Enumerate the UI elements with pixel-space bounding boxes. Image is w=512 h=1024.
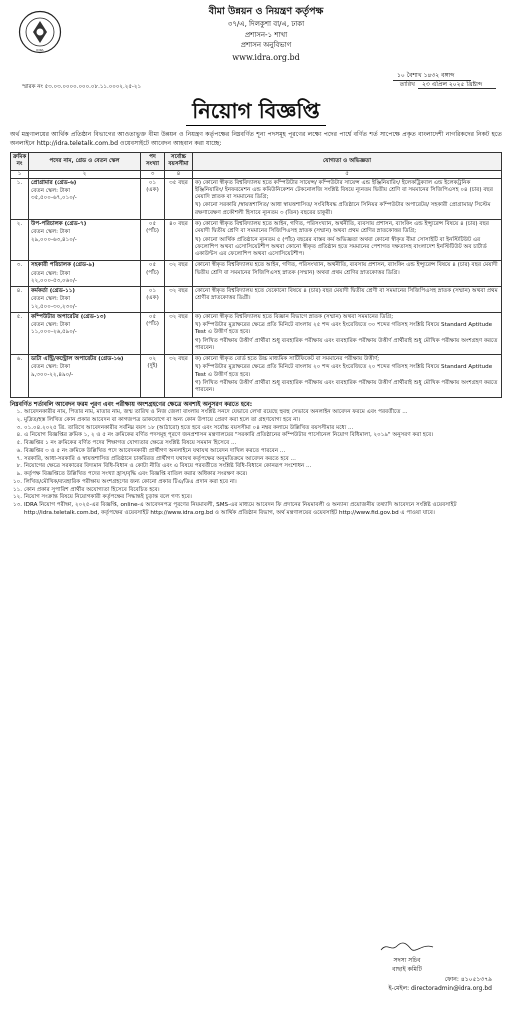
post-name: সহকারী পরিচালক (গ্রেড-৯) — [31, 262, 95, 269]
notice-title: নিয়োগ বিজ্ঞপ্তি — [186, 98, 326, 126]
row-qualification — [193, 312, 502, 354]
signature-mark — [377, 940, 437, 954]
row-qualification — [193, 355, 502, 397]
contact-email[interactable]: ই-মেইল: directoradmin@idra.org.bd — [388, 984, 492, 992]
row-age-limit: ৩২ বছর — [165, 312, 193, 354]
row-post-cell — [29, 287, 141, 313]
row-post-cell — [29, 178, 141, 219]
post-name: কম্পিউটার অপারেটর (গ্রেড-১৩) — [31, 313, 106, 320]
condition-number: ১৩. — [12, 502, 22, 509]
column-number: ৪ — [165, 170, 193, 178]
condition-item — [10, 409, 502, 416]
idra-logo — [18, 10, 62, 54]
signature-block — [322, 940, 492, 993]
condition-item — [10, 432, 502, 439]
pay-scale: ২৯,০০০-৬৩,৪১০/- — [31, 236, 77, 243]
qualification-item: খ) কোনো সরকারি /স্বায়ত্তশাসিত/ আধা স্বায়ত্তশাসিত/ সংবিধিবদ্ধ প্রতিষ্ঠানে সিনিয়র কম্পিউটার অপারেটর/ সহকারী প্রোগ্রামার/ সিস্টেম রক্ষণাবেক্ষণ প্রকৌশলী হিসাবে ন্যূনতম ৩ (তিন) বছরের চাকুরী। — [195, 202, 491, 216]
col-header-count: পদ সংখ্যা — [141, 152, 165, 170]
pay-label: বেতন স্কেল: টাকা — [31, 270, 71, 277]
column-number: ১ — [11, 170, 29, 178]
qualification-item: কোনো স্বীকৃত বিশ্ববিদ্যালয় হতে যেকোনো বিষয়ে ৪ (চার) বছর মেয়াদী দ্বিতীয় শ্রেণী বা সমমানের সিজিপিএসহ স্নাতক (সম্মান) অথবা প্রথম শ্রেণীর স্নাতকোত্তর ডিগ্রী। — [195, 288, 498, 302]
division-name: প্রশাসন অনুবিভাগ — [240, 41, 292, 50]
row-age-limit: ৩২ বছর — [165, 261, 193, 287]
notice-title-wrap — [10, 98, 502, 126]
memo-number: স্মারক নং ৫৩.০৩.০০০০.০০০.০৮.১১.০০০২.২৫-২১ — [22, 84, 142, 90]
condition-number: ৩. — [16, 424, 22, 431]
row-age-limit: ৩২ বছর — [165, 287, 193, 313]
row-post-count: ০৫ (পাঁচ) — [141, 312, 165, 354]
condition-text: নিয়োগের ক্ষেত্রে সরকারের বিদ্যমান বিধি-বিধান ও কোটা নীতি এবং এ বিষয়ে পরবর্তীতে সংশ্লিষ্ট বিধি-বিধানে কোনরূপ সংশোধন ... — [24, 463, 312, 470]
condition-item — [10, 471, 502, 478]
row-serial: ৫. — [11, 312, 29, 354]
condition-text: এ নিয়োগ বিজ্ঞপ্তির ক্রমিক ১, ২ ও ৫ নং ক্রমিকের বর্ণিত পদসমূহ পূরণে জনপ্রশাসন মন্ত্রণালয়ের "সরকারি প্রতিষ্ঠানের কম্পিউটার পার্সোনেল নিয়োগ বিধিমালা, ২০১৯" অনুসরণ করা হবে। — [24, 432, 434, 439]
table-row — [11, 261, 502, 287]
committee-name: বাছাই কমিটি — [392, 965, 422, 973]
condition-item — [10, 463, 502, 470]
vacancy-table-body — [11, 178, 502, 397]
table-row — [11, 312, 502, 354]
condition-item — [10, 479, 502, 486]
qualification-item: ক) কোনো স্বীকৃত বোর্ড হতে উচ্চ মাধ্যমিক সার্টিফিকেট বা সমমানের পরীক্ষায় উত্তীর্ণ; — [195, 356, 380, 363]
date-label: তারিখ — [399, 81, 415, 88]
pay-label: বেতন স্কেল: টাকা — [31, 296, 71, 303]
col-header-post: পদের নাম, গ্রেড ও বেতন স্কেল — [29, 152, 141, 170]
condition-text: সরকারি, আধা-সরকারি ও স্বায়ত্তশাসিত প্রতিষ্ঠানে চাকরিরত প্রার্থীগণ যথাযথ কর্তৃপক্ষের অনুমতিক্রমে আবেদন করতে হবে ... — [24, 455, 296, 462]
row-post-count: ০৫ (পাঁচ) — [141, 219, 165, 260]
condition-item — [10, 440, 502, 447]
condition-text: আবেদনকারীর নাম, পিতার নাম, মাতার নাম, জন্ম তারিখ ও নিজ জেলা বাংলায় সংশ্লিষ্ট সনদে যেভাবে লেখা রয়েছে হুবহু সেভাবে অনলাইন আবেদন ফরমে এবং পরবর্তীতে ... — [24, 409, 408, 416]
post-name: প্রোগ্রামার (গ্রেড-৬) — [31, 179, 77, 186]
column-number-row — [11, 170, 502, 178]
condition-item — [10, 502, 502, 517]
condition-text: কর্তৃপক্ষ বিজ্ঞপ্তিতে উল্লিখিত পদের সংখ্যা হ্রাস/বৃদ্ধি এবং বিজ্ঞপ্তি বাতিল করার অধিকার সংরক্ষণ করে। — [24, 471, 248, 478]
condition-number: ২. — [16, 416, 22, 423]
column-number: ২ — [29, 170, 141, 178]
column-number: ৩ — [141, 170, 165, 178]
intro-paragraph: অর্থ মন্ত্রণালয়ের আর্থিক প্রতিষ্ঠান বিভাগের আওতাভুক্ত বীমা উন্নয়ন ও নিয়ন্ত্রণ কর্তৃপক্ষের নিম্নবর্ণিত শূন্য পদসমূহ পূরণের লক্ষ্যে পদের পার্শ্বে বর্ণিত শর্ত সাপেক্ষে প্রকৃত বাংলাদেশী নাগরিকদের নিকট হতে অনলাইনে http://idra.teletalk.com.bd ওয়েবসাইটে আবেদন আহবান করা যাচ্ছে: — [10, 131, 502, 147]
date-bangla: ১০ বৈশাখ ১৪৩২ বঙ্গাব্দ — [393, 72, 471, 81]
condition-number: ৯. — [16, 471, 22, 478]
col-header-age: সর্বোচ্চ বয়সসীমা — [165, 152, 193, 170]
condition-text: বিজ্ঞপ্তির ১ নং ক্রমিকের বর্ণিত পদের শিক্ষাগত যোগ্যতার ক্ষেত্রে সংশ্লিষ্ট বিষয়ে সমমান হিসেবে ... — [24, 440, 237, 447]
condition-number: ৪. — [16, 432, 22, 439]
pay-scale: ১১,০০০-২৬,৫৯০/- — [31, 329, 77, 336]
condition-text: IDRA নিয়োগ পরীক্ষা, ২০২৫-এর বিজ্ঞপ্তি, online-এ আবেদনপত্র পূরণের নিয়মাবলী, SMS-এর মাধ্যমে আবেদন ফি প্রদানের নিয়মাবলী ও অন্যান্য প্রয়োজনীয় তথ্যাদি আবেদনে সংশ্লিষ্ট ওয়েবসাইট http://idra.teletalk.com.bd, কর্তৃপক্ষের ওয়েবসাইট http://www.idra.org.bd ও আর্থিক প্রতিষ্ঠান বিভাগ, অর্থ মন্ত্রণালয়ের ওয়েবসাইট http://www.fid.gov.bd এ পাওয়া যাবে। — [24, 502, 457, 516]
branch-name: প্রশাসন-১ শাখা — [244, 30, 288, 39]
condition-text: মুদ্রিত/হস্ত লিখিত কোন প্রকার আবেদন বা কাগজপত্র ডাকযোগে বা অন্য কোন উপায়ে প্রেরণ করা হলে তা গ্রহণযোগ্য হবে না। — [24, 416, 301, 423]
pay-label: বেতন স্কেল: টাকা — [31, 322, 71, 329]
condition-item — [10, 456, 502, 463]
post-name: কর্মকর্তা (গ্রেড-১১) — [31, 288, 75, 295]
row-qualification — [193, 261, 502, 287]
row-age-limit: ৩৫ বছর — [165, 178, 193, 219]
row-post-count: ০১ (এক) — [141, 178, 165, 219]
row-qualification — [193, 219, 502, 260]
date-block — [393, 72, 496, 89]
row-qualification — [193, 178, 502, 219]
row-age-limit: ৩২ বছর — [165, 355, 193, 397]
row-post-cell — [29, 261, 141, 287]
condition-number: ১২. — [12, 494, 22, 501]
condition-number: ৫. — [16, 440, 22, 447]
organization-block — [150, 6, 382, 63]
condition-number: ১. — [16, 409, 22, 416]
row-serial: ২. — [11, 219, 29, 260]
pay-scale: ৯,৩০০-২২,৪৯০/- — [31, 371, 74, 378]
row-age-limit: ৪০ বছর — [165, 219, 193, 260]
qualification-item: খ) কম্পিউটার মুদ্রাক্ষরের ক্ষেত্রে প্রতি মিনিটে বাংলায় ২৫ শব্দ এবং ইংরেজিতে ৩০ শব্দের গতিসহ সংশ্লিষ্ট বিষয়ে Standard Aptitude Test এ উত্তীর্ণ হতে হবে। — [195, 322, 493, 336]
post-name: ডাটা এন্ট্রি/কন্ট্রোল অপারেটর (গ্রেড-১৬) — [31, 356, 124, 363]
conditions-list — [10, 409, 502, 517]
table-header-row — [11, 152, 502, 170]
condition-item — [10, 487, 502, 494]
condition-item — [10, 494, 502, 501]
organization-name: বীমা উন্নয়ন ও নিয়ন্ত্রণ কর্তৃপক্ষ — [208, 6, 324, 17]
row-serial: ৬. — [11, 355, 29, 397]
website-link[interactable]: www.idra.org.bd — [232, 53, 300, 63]
table-row — [11, 219, 502, 260]
condition-text: নিয়োগ সংক্রান্ত বিষয়ে নিয়োগকারী কর্তৃপক্ষের সিদ্ধান্তই চূড়ান্ত বলে গণ্য হবে। — [24, 494, 192, 501]
table-row — [11, 178, 502, 219]
qualification-item: খ) কম্পিউটার মুদ্রাক্ষরের ক্ষেত্রে প্রতি মিনিটে বাংলায় ২০ শব্দ এবং ইংরেজিতে ২০ শব্দের গতিসহ সংশ্লিষ্ট বিষয়ে Standard Aptitude Test এ উত্তীর্ণ হতে হবে। — [195, 364, 493, 378]
row-post-cell — [29, 219, 141, 260]
organization-address: ৩৭/এ, দিলকুশা বা/এ, ঢাকা — [227, 19, 305, 28]
row-post-cell — [29, 312, 141, 354]
condition-text: বিজ্ঞপ্তির ৩ ও ৫ নং ক্রমিকে উল্লিখিত পদে আবেদনকারী প্রার্থীগণ অনলাইনে যথাযথ আবেদন দাখিল করতে পারবেন ... — [24, 447, 286, 454]
qualification-item: ক) কোনো স্বীকৃত বিশ্ববিদ্যালয় হতে আইন, গণিত, পরিসংখ্যান, অর্থনীতি, ব্যবসায় প্রশাসন, ব্যাংকিং এন্ড ইন্স্যুরেন্স বিষয়ে ৪ (চার) বছর মেয়াদী দ্বিতীয় শ্রেণি বা সমমানের সিজিপিএসহ স্নাতক (সম্মান) অথবা প্রথম শ্রেণির স্নাতকোত্তর ডিগ্রি; — [195, 220, 489, 235]
condition-item — [10, 425, 502, 432]
qualification-item: ক) কোনো স্বীকৃত বিশ্ববিদ্যালয় হতে কম্পিউটার সায়েন্স/ কম্পিউটার সায়েন্স এন্ড ইঞ্জিনিয়ারিং/ ইলেকট্রিক্যাল এন্ড ইলেকট্রনিক ইঞ্জিনিয়ারিং/ ইনফরমেশন এন্ড কমিউনিকেশন টেকনোলজি সংশ্লিষ্ট বিষয়ে ন্যূনতম দ্বিতীয় শ্রেণি বা সমমানের সিজিপিএসহ ০৪ (চার) বছর মেয়াদি স্নাতক বা সমমানের ডিগ্রি; — [195, 179, 493, 201]
qualification-item: কোনো স্বীকৃত বিশ্ববিদ্যালয় হতে আইন, গণিত, পরিসংখ্যান, অর্থনীতি, ব্যবসায় প্রশাসন, ব্যাংকিং এন্ড ইন্স্যুরেন্স বিষয়ে ৪ (চার) বছর মেয়াদী দ্বিতীয় শ্রেণি বা সমমানের সিজিপিএসহ স্নাতক (সম্মান) অথবা প্রথম শ্রেণির স্নাতকোত্তর ডিগ্রি। — [195, 262, 498, 276]
col-header-qualification: যোগ্যতা ও অভিজ্ঞতা — [193, 152, 502, 170]
condition-item — [10, 417, 502, 424]
signatory-title: সদস্য সচিব — [393, 957, 421, 965]
row-serial: ৩. — [11, 261, 29, 287]
pay-scale: ২২,০০০-৫৩,০৬০/- — [31, 277, 77, 284]
condition-number: ৮. — [16, 463, 22, 470]
row-post-cell — [29, 355, 141, 397]
condition-number: ৭. — [16, 455, 22, 462]
condition-text: লিখিত/মৌখিক/ব্যবহারিক পরীক্ষায় অংশগ্রহণের জন্য কোনো প্রকার টিএ/ডিএ প্রদান করা হবে না। — [24, 478, 237, 485]
svg-text:IDRA: IDRA — [36, 48, 44, 52]
table-row — [11, 287, 502, 313]
row-serial: ১. — [11, 178, 29, 219]
pay-label: বেতন স্কেল: টাকা — [31, 364, 71, 371]
row-post-count: ০২ (দুই) — [141, 355, 165, 397]
condition-text: ০১.০৪.২০২৫ খ্রি. তারিখে আবেদনকারীর সর্বনিম্ন বয়স ১৮ (আঠারো) হতে হবে এবং সর্বোচ্চ বয়সসীমা ০৪ নম্বর কলামে উল্লিখিত বয়সসীমার মধ্যে ... — [24, 424, 354, 431]
row-serial: ৪. — [11, 287, 29, 313]
col-header-serial: ক্রমিক নং — [11, 152, 29, 170]
pay-label: বেতন স্কেল: টাকা — [31, 229, 71, 236]
conditions-heading: নিম্নবর্ণিত শর্তাবলি আবেদন ফরম পূরণ এবং পরীক্ষায় অংশগ্রহণের ক্ষেত্রে অবশ্যই অনুসরণ করতে হবে: — [10, 400, 253, 408]
contact-phone: ফোন: ৪১০৫১৩৭৯ — [444, 976, 492, 984]
condition-number: ১১. — [12, 486, 22, 493]
letterhead — [10, 4, 502, 96]
qualification-item: খ) কোনো আর্থিক প্রতিষ্ঠানে ন্যূনতম ৫ (পাঁচ) বছরের বাস্তব কর্ম অভিজ্ঞতা অথবা কোনো স্বীকৃত বীমা সোসাইটি বা ইনস্টিটিউট এর ফেলোশিপ অথবা এসোসিয়েটশীপ অথবা কোনো স্বীকৃত প্রতিষ্ঠান হতে সমমানের পেশাগত দক্ষতাসহ বাংলাদেশ ইনস্টিটিউট অব চার্টার্ড একাউন্টস এর ফেলোশিপ অথবা এসোসিয়েটশীপ। — [195, 236, 487, 258]
row-qualification — [193, 287, 502, 313]
condition-number: ৬. — [16, 447, 22, 454]
row-post-count: ০৫ (পাঁচ) — [141, 261, 165, 287]
table-row — [11, 355, 502, 397]
qualification-item: ক) কোনো স্বীকৃত বিশ্ববিদ্যালয় হতে বিজ্ঞান বিভাগে স্নাতক (সম্মান) অথবা সমমানের ডিগ্রি; — [195, 313, 394, 320]
condition-item — [10, 448, 502, 455]
pay-scale: ৩৫,৫০০-৬৭,০১০/- — [31, 195, 77, 202]
post-name: উপ-পরিচালক (গ্রেড-৭) — [31, 220, 87, 227]
pay-label: বেতন স্কেল: টাকা — [31, 187, 71, 194]
condition-number: ১০. — [12, 478, 22, 485]
qualification-item: গ) লিখিত পরীক্ষায় উত্তীর্ণ প্রার্থীরা শুধু ব্যবহারিক পরীক্ষায় এবং ব্যবহারিক পরীক্ষায় উত্তীর্ণ প্রার্থীরাই শুধু মৌখিক পরীক্ষায় অংশগ্রহণ করতে পারবেন। — [195, 380, 498, 394]
column-number: ৫ — [193, 170, 502, 178]
date-english: ২৩ এপ্রিল ২০২৫ খ্রিষ্টাব্দ — [418, 81, 496, 90]
vacancy-table — [10, 152, 502, 398]
qualification-item: গ) লিখিত পরীক্ষায় উত্তীর্ণ প্রার্থীরা শুধু ব্যবহারিক পরীক্ষায় এবং ব্যবহারিক পরীক্ষায় উত্তীর্ণ প্রার্থীরাই শুধু মৌখিক পরীক্ষায় অংশগ্রহণ করতে পারবেন। — [195, 337, 498, 351]
row-post-count: ০১ (এক) — [141, 287, 165, 313]
condition-text: কোন প্রকার সুপারিশ প্রার্থীর অযোগ্যতা হিসেবে বিবেচিত হবে। — [24, 486, 160, 493]
pay-scale: ১২,৫০০-৩০,২৩০/- — [31, 303, 77, 310]
